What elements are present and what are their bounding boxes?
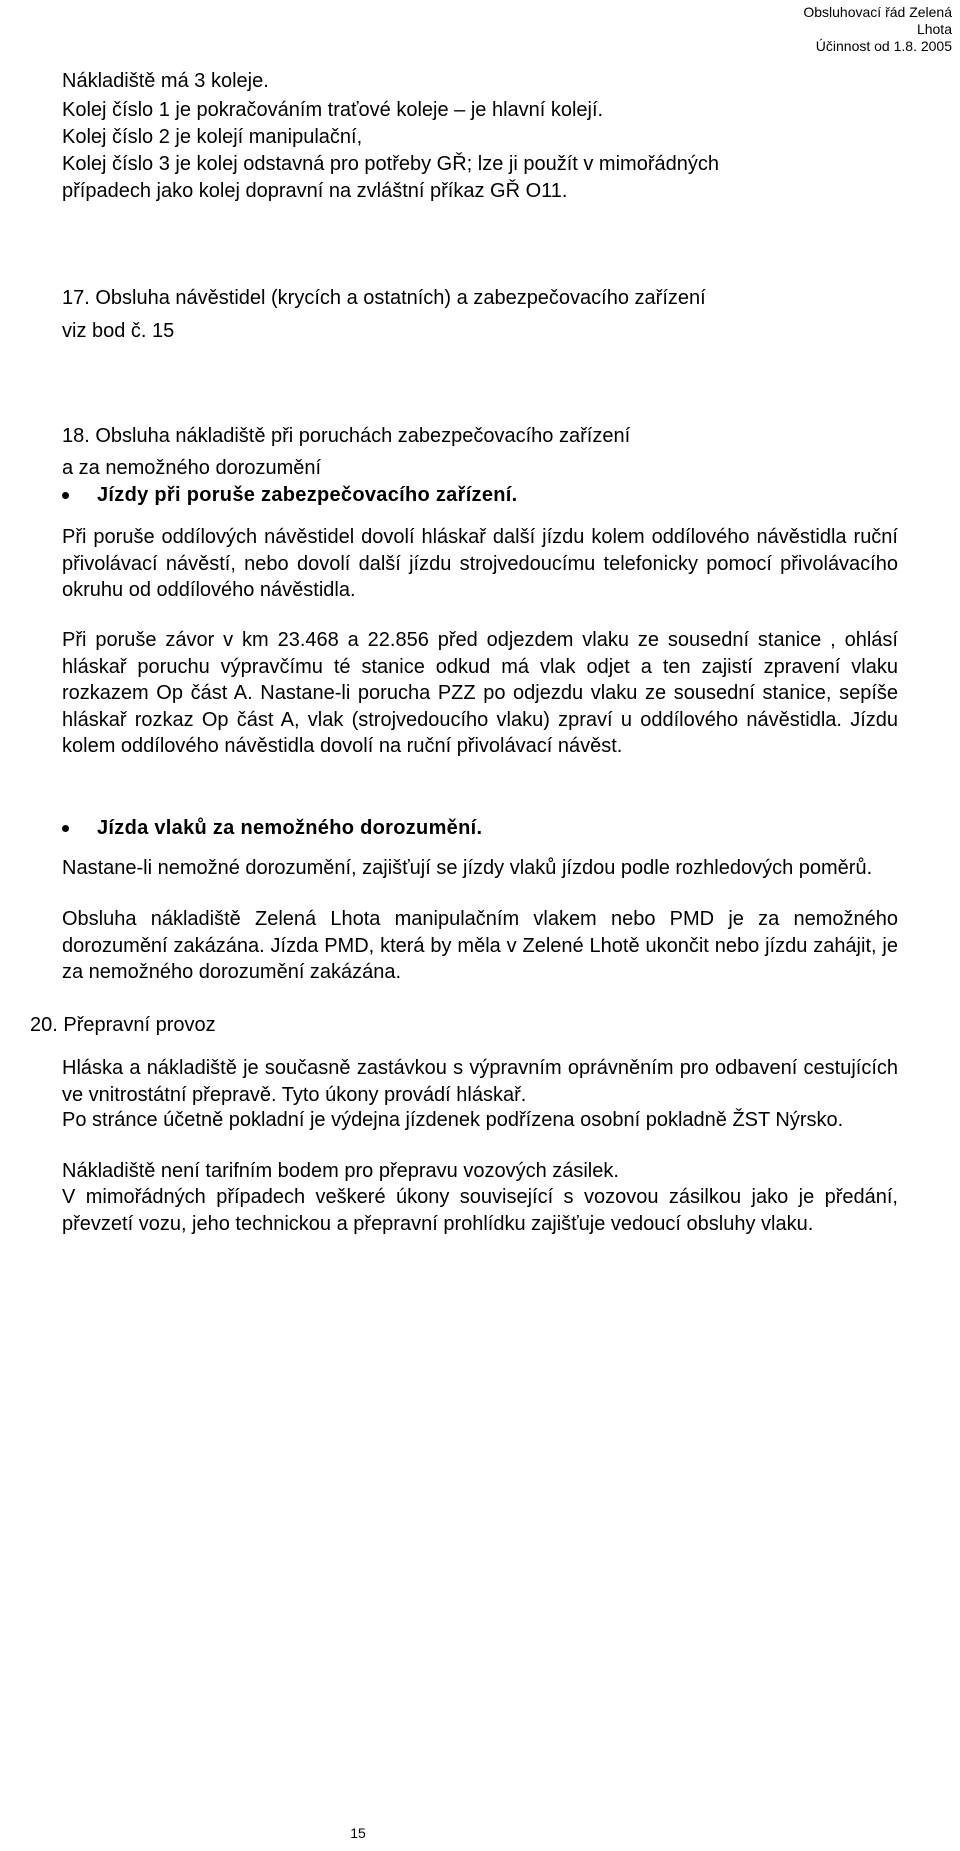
paragraph-ticket-office: Po stránce účetně pokladní je výdejna jízdenek podřízena osobní pokladně ŽST Nýrsko. <box>62 1109 844 1131</box>
bullet-text: Jízdy při poruše zabezpečovacího zařízení. <box>97 484 518 506</box>
header-title: Obsluhovací řád Zelená <box>803 4 952 20</box>
paragraph-signal-fault: Při poruše oddílových návěstidel dovolí hláskař další jízdu kolem oddílového návěstidla ruční přivolávací návěstí, nebo dovolí další jízdu strojvedoucímu telefonicky pomocí přivolávacího okruhu od oddílového návěstidla. <box>62 526 898 602</box>
paragraph-barrier-fault: Při poruše závor v km 23.468 a 22.856 před odjezdem vlaku ze sousední stanice , ohlásí hláskař poruchu výpravčímu té stanice odkud má vlak odjet a ten zajistí zpravení vlaku rozkazem Op část A. Nastane-li porucha PZZ po odjezdu vlaku ze sousední stanice, sepíše hláskař rozkaz Op část A, vlak (strojvedoucího vlaku) zpraví u oddílového návěstidla. Jízdu kolem oddílového návěstidla dovolí na ruční přivolávací návěst. <box>62 629 898 758</box>
paragraph-pmd-prohibited: Obsluha nákladiště Zelená Lhota manipulačním vlakem nebo PMD je za nemožného dorozumění zakázána. Jízda PMD, která by měla v Zelené Lhotě ukončit nebo jízdu zahájit, je za nemožného dorozumění zakázána. <box>62 908 898 984</box>
bullet-icon <box>62 492 69 499</box>
page-footer <box>0 1825 960 1841</box>
intro-line-4: Kolej číslo 3 je kolej odstavná pro potřeby GŘ; lze ji použít v mimořádných <box>62 153 719 175</box>
section-20-heading: 20. Přepravní provoz <box>30 1014 216 1036</box>
section-17-reference: viz bod č. 15 <box>62 320 175 342</box>
section-18-heading: 18. Obsluha nákladiště při poruchách zabezpečovacího zařízení <box>62 425 631 447</box>
intro-line-2: Kolej číslo 1 je pokračováním traťové koleje – je hlavní kolejí. <box>62 99 604 121</box>
section-18-subheading: a za nemožného dorozumění <box>62 457 322 479</box>
bullet-text: Jízda vlaků za nemožného dorozumění. <box>97 817 483 839</box>
page-number: 15 <box>350 1825 366 1841</box>
intro-line-1: Nákladiště má 3 koleje. <box>62 70 269 92</box>
header-effective-date: Účinnost od 1.8. 2005 <box>815 38 952 54</box>
header-location: Lhota <box>916 21 952 37</box>
paragraph-extraordinary-cases: V mimořádných případech veškeré úkony související s vozovou zásilkou jako je předání, převzetí vozu, jeho technickou a přepravní prohlídku zajišťuje vedoucí obsluhy vlaku. <box>62 1186 898 1235</box>
page-header <box>803 4 952 55</box>
intro-line-5: případech jako kolej dopravní na zvláštní příkaz GŘ O11. <box>62 180 568 202</box>
bullet-icon <box>62 825 69 832</box>
intro-line-3: Kolej číslo 2 je kolejí manipulační, <box>62 126 363 148</box>
paragraph-tariff-point: Nákladiště není tarifním bodem pro přepravu vozových zásilek. <box>62 1160 619 1182</box>
paragraph-passenger-service: Hláska a nákladiště je současně zastávkou s výpravním oprávněním pro odbavení cestujících ve vnitrostátní přepravě. Tyto úkony provádí hláskař. <box>62 1057 898 1106</box>
paragraph-no-communication: Nastane-li nemožné dorozumění, zajišťují se jízdy vlaků jízdou podle rozhledových poměrů. <box>62 857 873 879</box>
section-17-heading: 17. Obsluha návěstidel (krycích a ostatních) a zabezpečovacího zařízení <box>62 287 706 309</box>
